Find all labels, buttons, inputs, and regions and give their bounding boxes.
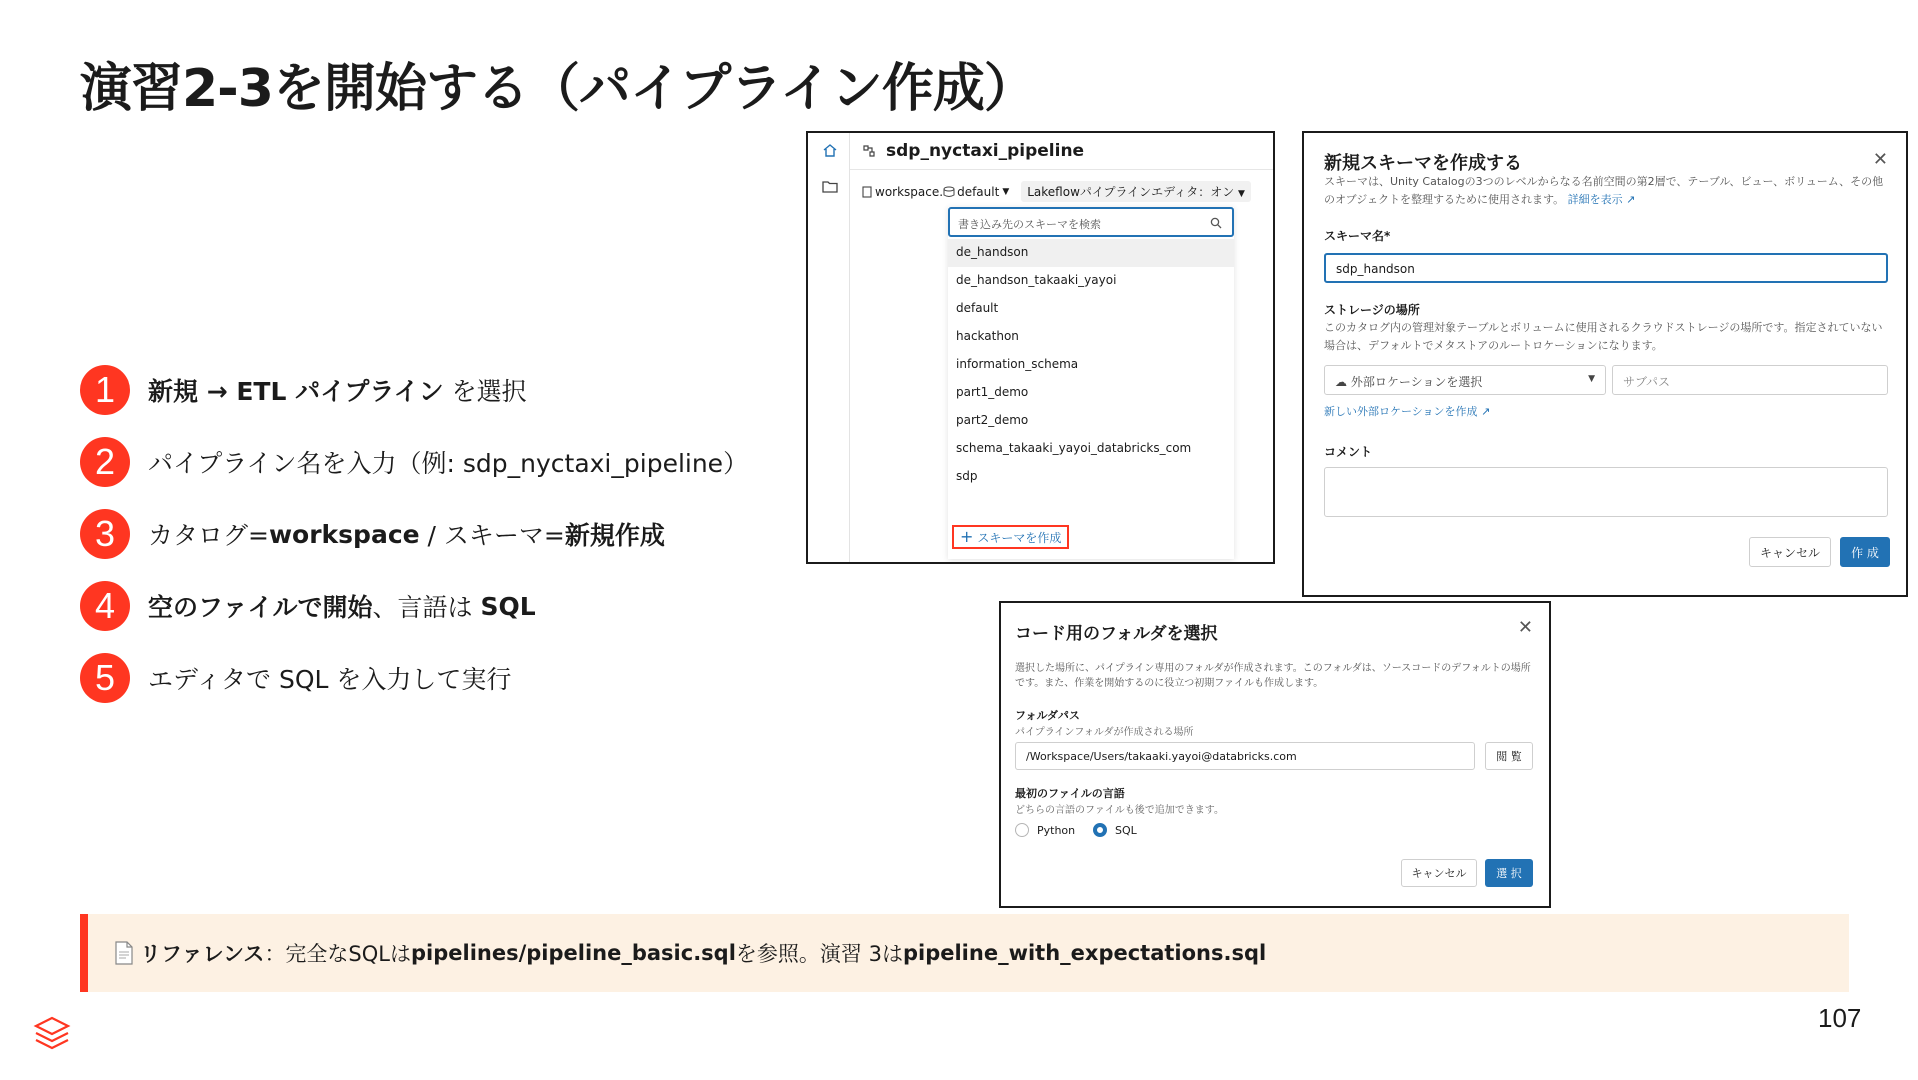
schema-option[interactable]: hackathon — [956, 329, 1019, 343]
schema-option[interactable]: schema_takaaki_yayoi_databricks_com — [956, 441, 1192, 455]
radio-unchecked-icon — [1015, 823, 1029, 837]
step-text — [148, 444, 748, 480]
comment-textarea[interactable] — [1324, 467, 1888, 517]
step-text-part: SQL — [480, 591, 536, 621]
chevron-down-icon: ▼ — [1588, 374, 1595, 384]
pipeline-title[interactable] — [862, 141, 1084, 161]
radio-label: Python — [1037, 823, 1076, 837]
pipeline-name: sdp_nyctaxi_pipeline — [886, 141, 1085, 161]
schema-name-input[interactable]: sdp_handson — [1324, 253, 1888, 283]
schema-option[interactable]: information_schema — [956, 357, 1079, 371]
reference-label: リファレンス — [140, 942, 265, 966]
step-number: 4 — [80, 581, 130, 631]
dialog-description: 選択した場所に、パイプライン専用のフォルダが作成されます。このフォルダは、ソースコードのデフォルトの場所です。また、作業を開始するのに役立つ初期ファイルも作成します。 — [1015, 663, 1531, 689]
step-text-part: パイプライン名を入力（例: sdp_nyctaxi_pipeline） — [148, 449, 749, 478]
external-link-icon: ↗ — [1481, 405, 1491, 418]
schema-name-label: スキーマ名* — [1324, 229, 1391, 243]
folder-path-sub: パイプラインフォルダが作成される場所 — [1015, 727, 1194, 738]
location-select-label: 外部ロケーションを選択 — [1350, 375, 1483, 389]
breadcrumb-separator: . — [939, 184, 944, 199]
folder-path-label: フォルダパス — [1015, 709, 1080, 722]
reference-text-1: ：完全なSQLは — [264, 942, 411, 966]
storage-label: ストレージの場所 — [1324, 303, 1420, 317]
step-1 — [80, 364, 527, 416]
chevron-down-icon: ▼ — [1238, 189, 1245, 199]
editor-toggle-label: Lakeflowパイプラインエディタ：オン — [1027, 185, 1235, 199]
step-3 — [80, 508, 665, 560]
create-schema-label: スキーマを作成 — [977, 530, 1062, 545]
new-location-label: 新しい外部ロケーションを作成 — [1324, 405, 1478, 418]
close-icon[interactable]: ✕ — [1872, 149, 1888, 170]
schema-search-input[interactable] — [948, 207, 1234, 237]
step-text-part: 新規 → ETL パイプライン — [148, 377, 444, 406]
search-icon — [1210, 217, 1222, 229]
details-link[interactable]: 詳細を表示 — [1567, 193, 1623, 206]
schema-option[interactable]: de_handson — [948, 239, 1234, 267]
step-text-part: カタログ= — [148, 521, 269, 550]
schema-option[interactable]: part2_demo — [956, 413, 1029, 427]
catalog-name[interactable]: workspace — [875, 184, 940, 199]
step-5 — [80, 652, 511, 704]
step-number: 2 — [80, 437, 130, 487]
schema-option[interactable]: default — [956, 301, 999, 315]
pipeline-icon — [862, 144, 876, 158]
language-label: 最初のファイルの言語 — [1015, 787, 1125, 800]
comment-label: コメント — [1324, 445, 1373, 459]
schema-icon — [943, 186, 955, 198]
cancel-button[interactable]: キャンセル — [1401, 859, 1477, 887]
reference-file-2: pipeline_with_expectations.sql — [902, 941, 1267, 965]
step-text-part: 新規作成 — [564, 521, 665, 550]
folder-path-input[interactable]: /Workspace/Users/takaaki.yayoi@databricks.com — [1015, 742, 1475, 770]
subpath-input[interactable]: サブパス — [1612, 365, 1888, 395]
folder-icon[interactable] — [822, 179, 838, 193]
side-rail — [808, 133, 850, 562]
step-text — [148, 588, 536, 624]
step-text-part: エディタで SQL を入力して実行 — [148, 665, 512, 694]
step-text-part: / スキーマ= — [419, 521, 565, 550]
step-text-part: を選択 — [443, 377, 527, 406]
step-4 — [80, 580, 536, 632]
home-icon[interactable] — [822, 143, 838, 157]
catalog-icon — [862, 186, 872, 198]
databricks-logo-icon — [32, 1014, 72, 1054]
schema-option[interactable]: de_handson_takaaki_yayoi — [956, 273, 1117, 287]
step-text — [148, 516, 665, 552]
document-icon — [114, 941, 134, 965]
radio-sql[interactable] — [1093, 823, 1137, 837]
step-text — [148, 372, 527, 408]
plus-icon: + — [960, 527, 974, 546]
step-number: 1 — [80, 365, 130, 415]
radio-python[interactable] — [1015, 823, 1075, 837]
external-link-icon: ↗ — [1626, 193, 1636, 206]
reference-file-1: pipelines/pipeline_basic.sql — [411, 941, 736, 965]
chevron-down-icon[interactable]: ▼ — [1002, 186, 1010, 197]
step-2 — [80, 436, 748, 488]
code-folder-dialog — [999, 601, 1551, 908]
step-text-part: workspace — [268, 519, 420, 549]
close-icon[interactable]: ✕ — [1517, 617, 1533, 638]
schema-option[interactable]: part1_demo — [956, 385, 1029, 399]
search-placeholder: 書き込み先のスキーマを検索 — [958, 218, 1101, 231]
step-number: 3 — [80, 509, 130, 559]
dialog-description — [1324, 173, 1884, 209]
select-button[interactable]: 選 択 — [1485, 859, 1533, 887]
step-text-part: 空のファイルで開始 — [148, 593, 373, 622]
editor-toggle[interactable] — [1021, 181, 1251, 202]
header-divider — [850, 169, 1273, 170]
new-external-location-link[interactable] — [1324, 403, 1490, 419]
dialog-title: コード用のフォルダを選択 — [1015, 624, 1218, 644]
reference-text-2: を参照。演習 3は — [735, 942, 903, 966]
dialog-title: 新規スキーマを作成する — [1324, 153, 1522, 174]
schema-dropdown — [948, 207, 1234, 559]
new-schema-dialog — [1302, 131, 1908, 597]
schema-option[interactable]: sdp — [956, 469, 978, 483]
storage-description: このカタログ内の管理対象テーブルとボリュームに使用されるクラウドストレージの場所です。指定されていない場合は、デフォルトでメタストアのルートロケーションになります。 — [1324, 321, 1883, 352]
catalog-schema-breadcrumb — [862, 181, 1251, 202]
radio-label: SQL — [1115, 823, 1137, 837]
schema-selector[interactable]: default — [957, 184, 1000, 199]
external-location-select[interactable] — [1324, 365, 1606, 395]
language-sub: どちらの言語のファイルも後で追加できます。 — [1015, 805, 1224, 816]
pipeline-editor-screenshot — [806, 131, 1275, 564]
radio-checked-icon — [1093, 823, 1107, 837]
step-text — [148, 660, 511, 696]
slide-title: 演習2-3を開始する（パイプライン作成） — [80, 59, 1035, 119]
step-number: 5 — [80, 653, 130, 703]
reference-note — [80, 914, 1849, 992]
page-number: 107 — [1818, 1003, 1862, 1033]
cloud-icon: ☁ — [1335, 375, 1347, 389]
create-schema-button[interactable] — [952, 525, 1069, 549]
description-text: スキーマは、Unity Catalogの3つのレベルからなる名前空間の第2層で、テーブル、ビュー、ボリューム、その他のオブジェクトを整理するために使用されます。 — [1324, 175, 1884, 206]
browse-button[interactable]: 閲 覧 — [1485, 742, 1533, 770]
cancel-button[interactable]: キャンセル — [1749, 537, 1831, 567]
create-button[interactable]: 作 成 — [1840, 537, 1890, 567]
step-text-part: 、言語は — [372, 593, 481, 622]
